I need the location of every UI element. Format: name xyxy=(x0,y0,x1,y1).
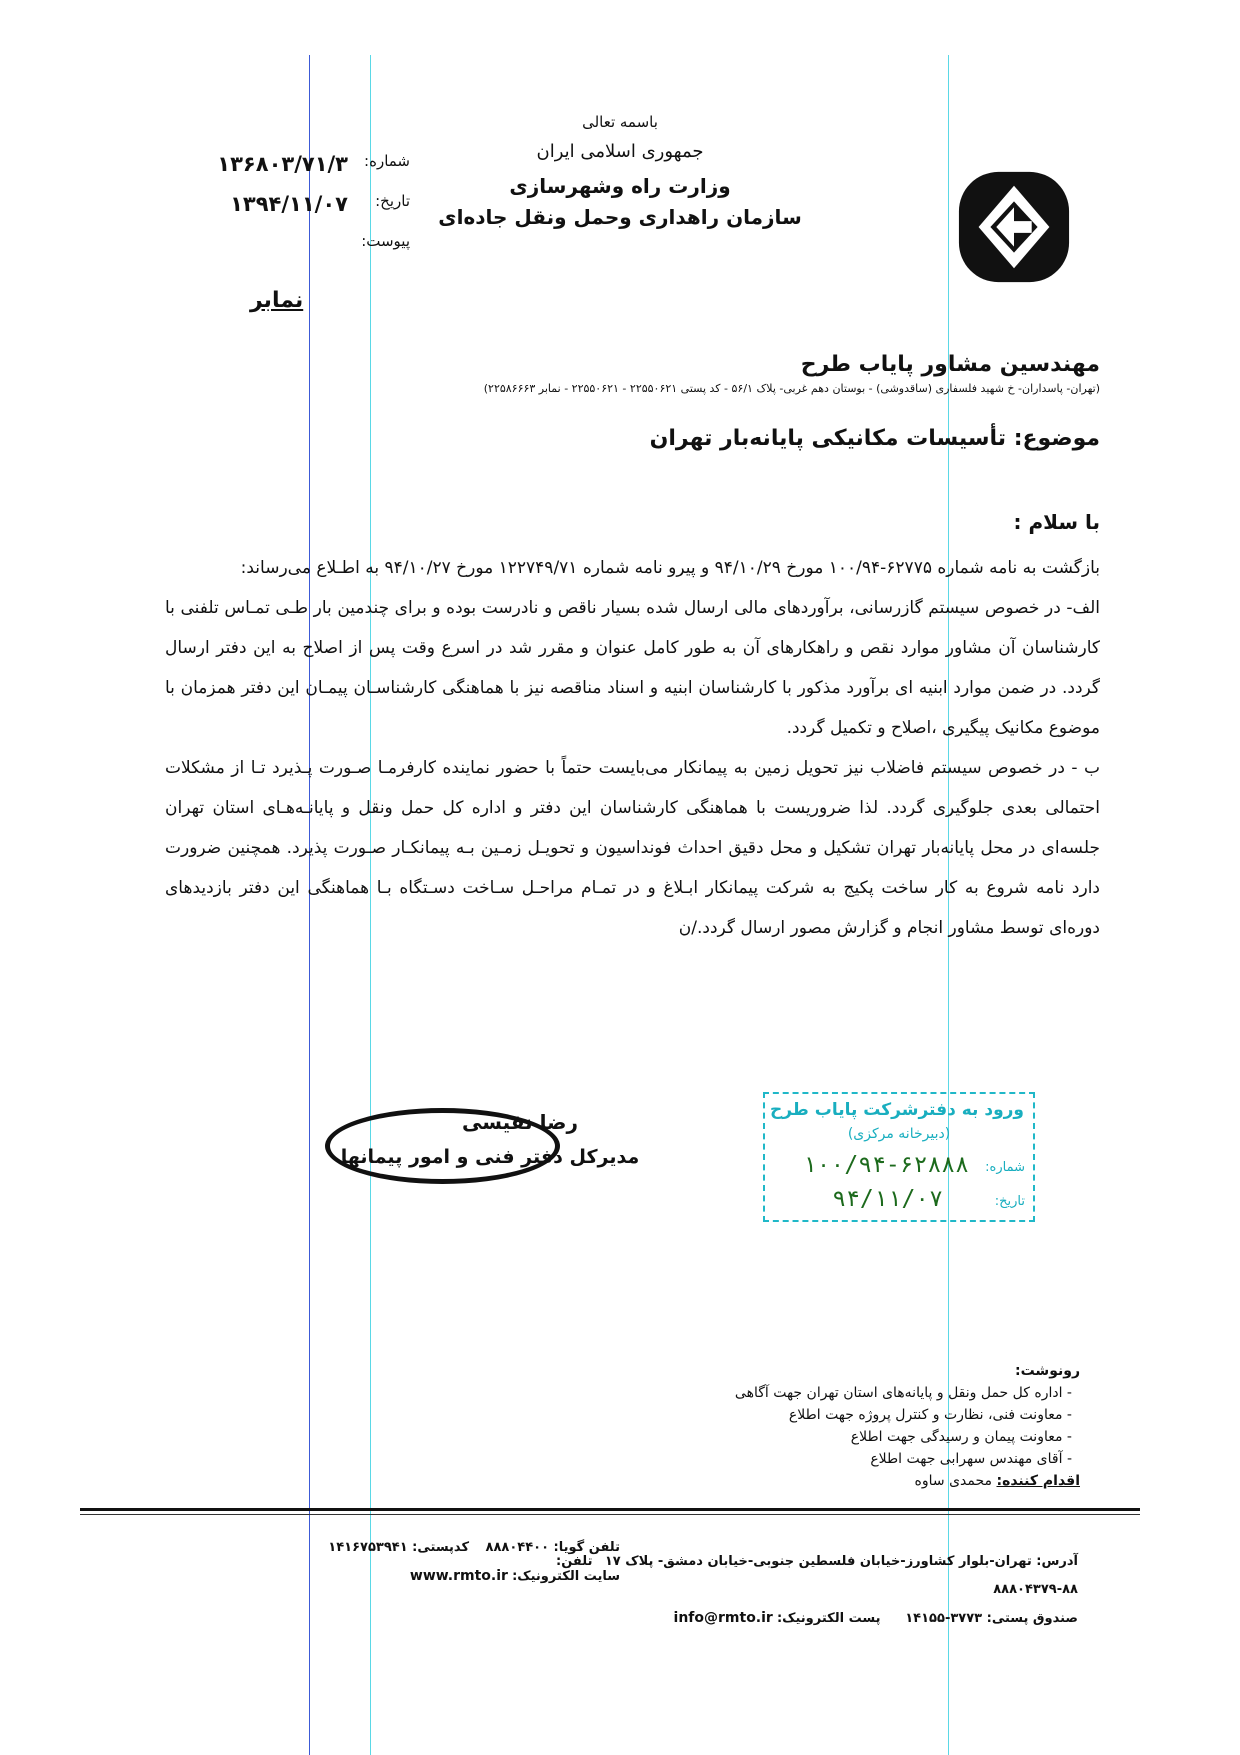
received-stamp xyxy=(763,1092,1035,1222)
letter-number-row xyxy=(170,152,410,182)
cc-item: - اداره کل حمل ونقل و پایانه‌های استان تهران جهت آگاهی xyxy=(734,1385,1072,1401)
ministry-name: وزارت راه وشهرسازی xyxy=(509,173,731,198)
action-label: اقدام کننده: xyxy=(996,1473,1080,1489)
footer-website-label: سایت الکترونیک: xyxy=(512,1569,620,1584)
stamp-number-label: شماره: xyxy=(985,1160,1025,1175)
number-label: شماره: xyxy=(364,152,410,170)
footer-po-box: صندوق پستی: ۳۷۷۳-۱۴۱۵۵ xyxy=(905,1611,1078,1626)
letter-body xyxy=(165,548,1100,948)
footer-email: info@rmto.ir xyxy=(673,1610,773,1626)
footer-phone: تلفن: ۸۸-۸۸۸۰۴۳۷۹ xyxy=(556,1554,1078,1597)
cc-list xyxy=(620,1360,1080,1492)
letter-date-row xyxy=(170,192,410,222)
stamp-date-label: تاریخ: xyxy=(994,1194,1025,1209)
stamp-date-value: ۹۴/۱۱/۰۷ xyxy=(832,1186,943,1212)
attachment-label: پیوست: xyxy=(361,232,410,250)
signatory-title: مدیرکل دفتر فنی و امور پیمانها xyxy=(340,1146,640,1168)
body-paragraph-alef: الف- در خصوص سیستم گازرسانی، برآوردهای مالی ارسال شده بسیار ناقص و نادرست بوده و برای چندمین بار طـی تمـاس تلفنی با کارشناسان آن مشاور موارد نقص و راهکارهای آن به طور کامل عنوان و مقرر شد در اسرع وقت پس از اصلاح به این دفتر ارسال گردد. در ضمن موارد ابنیه ای برآورد مذکور با کارشناسان ابنیه و اسناد مناقصه نیز با هماهنگی کارشناسـان پیمـان این دفتر همزمان با موضوع مکانیک پیگیری ،اصلاح و تکمیل گردد. xyxy=(165,598,1100,738)
cc-item: - معاونت پیمان و رسیدگی جهت اطلاع xyxy=(850,1429,1072,1445)
footer-contact-block xyxy=(150,1534,620,1591)
signatory-name: رضا نفیسی xyxy=(462,1110,578,1134)
attachment-row xyxy=(170,232,410,262)
footer-voice-phone: تلفن گویا: ۸۸۸۰۴۴۰۰ xyxy=(485,1540,620,1555)
fax-label: نمابر xyxy=(250,288,304,313)
country-name: جمهوری اسلامی ایران xyxy=(536,141,704,163)
footer-address: آدرس: تهران-بلوار کشاورز-خیابان فلسطین جنوبی-خیابان دمشق- پلاک ۱۷ xyxy=(604,1554,1078,1569)
footer-email-label: پست الکترونیک: xyxy=(776,1611,881,1626)
stamp-subtitle: (دبیرخانه مرکزی) xyxy=(847,1126,951,1142)
bismillah: باسمه تعالی xyxy=(582,113,658,131)
organization-name: سازمان راهداری وحمل ونقل جاده‌ای xyxy=(438,204,802,229)
footer-postal-code: کدپستی: ۱۴۱۶۷۵۳۹۴۱ xyxy=(328,1540,470,1555)
cc-title: رونوشت: xyxy=(1015,1363,1080,1379)
stamp-title: ورود به دفترشرکت پایاب طرح xyxy=(769,1100,1024,1120)
date-label: تاریخ: xyxy=(375,192,410,210)
number-value: ۱۳۶۸۰۳/۷۱/۳ xyxy=(217,152,348,176)
body-paragraph-intro: بازگشت به نامه شماره ۶۲۷۷۵-۱۰۰/۹۴ مورخ ۹۴/۱۰/۲۹ و پیرو نامه شماره ۱۲۲۷۴۹/۷۱ مورخ ۹۴/۱۰/۲۷ به اطـلاع می‌رساند: xyxy=(240,558,1100,578)
organization-logo-icon xyxy=(955,168,1073,286)
letterhead xyxy=(420,112,820,231)
cc-item: - آقای مهندس سهرابی جهت اطلاع xyxy=(870,1451,1072,1467)
footer-website: www.rmto.ir xyxy=(409,1568,508,1584)
cc-item: - معاونت فنی، نظارت و کنترل پروژه جهت اطلاع xyxy=(788,1407,1072,1423)
action-value: محمدی ساوه xyxy=(914,1473,993,1489)
stamp-number-value: ۱۰۰/۹۴-۶۲۸۸۸ xyxy=(802,1152,969,1178)
footer-divider-thin xyxy=(80,1514,1140,1515)
addressee-address: (تهران- پاسداران- خ شهید فلسفاری (ساقدوشی) - بوستان دهم غربی- پلاک ۵۶/۱ - کد پستی ۲۲۵۵۰۶۲۱ - ۲۲۵۵۰۶۲۱ - نمابر ۲۲۵۸۶۶۶۳) xyxy=(483,382,1100,395)
body-paragraph-be: ب - در خصوص سیستم فاضلاب نیز تحویل زمین به پیمانکار می‌بایست حتماً با حضور نماینده کارفرمـا صـورت پـذیرد تـا از مشکلات احتمالی بعدی جلوگیری گردد. لذا ضروریست با هماهنگی کارشناسان این دفتر و اداره کل حمل ونقل و پایانـه‌هـای استان تهران جلسه‌ای در محل پایانه‌بار تهران تشکیل و محل دقیق احداث فونداسیون و تحویـل زمـین بـه پیمانکـار صـورت پذیرد. همچنین ضرورت دارد نامه شروع به کار ساخت پکیج به شرکت پیمانکار ابـلاغ و در تمـام مراحـل سـاخت دسـتگاه بـا هماهنگی این دفتر بازدیدهای دوره‌ای توسط مشاور انجام و گزارش مصور ارسال گردد./ن xyxy=(165,758,1100,938)
action-officer xyxy=(620,1470,1080,1492)
greeting: با سلام : xyxy=(1013,510,1100,534)
addressee-name: مهندسین مشاور پایاب طرح xyxy=(800,352,1100,377)
subject-line: موضوع: تأسیسات مکانیکی پایانه‌بار تهران xyxy=(649,426,1100,451)
footer-divider xyxy=(80,1508,1140,1511)
date-value: ۱۳۹۴/۱۱/۰۷ xyxy=(230,192,348,216)
